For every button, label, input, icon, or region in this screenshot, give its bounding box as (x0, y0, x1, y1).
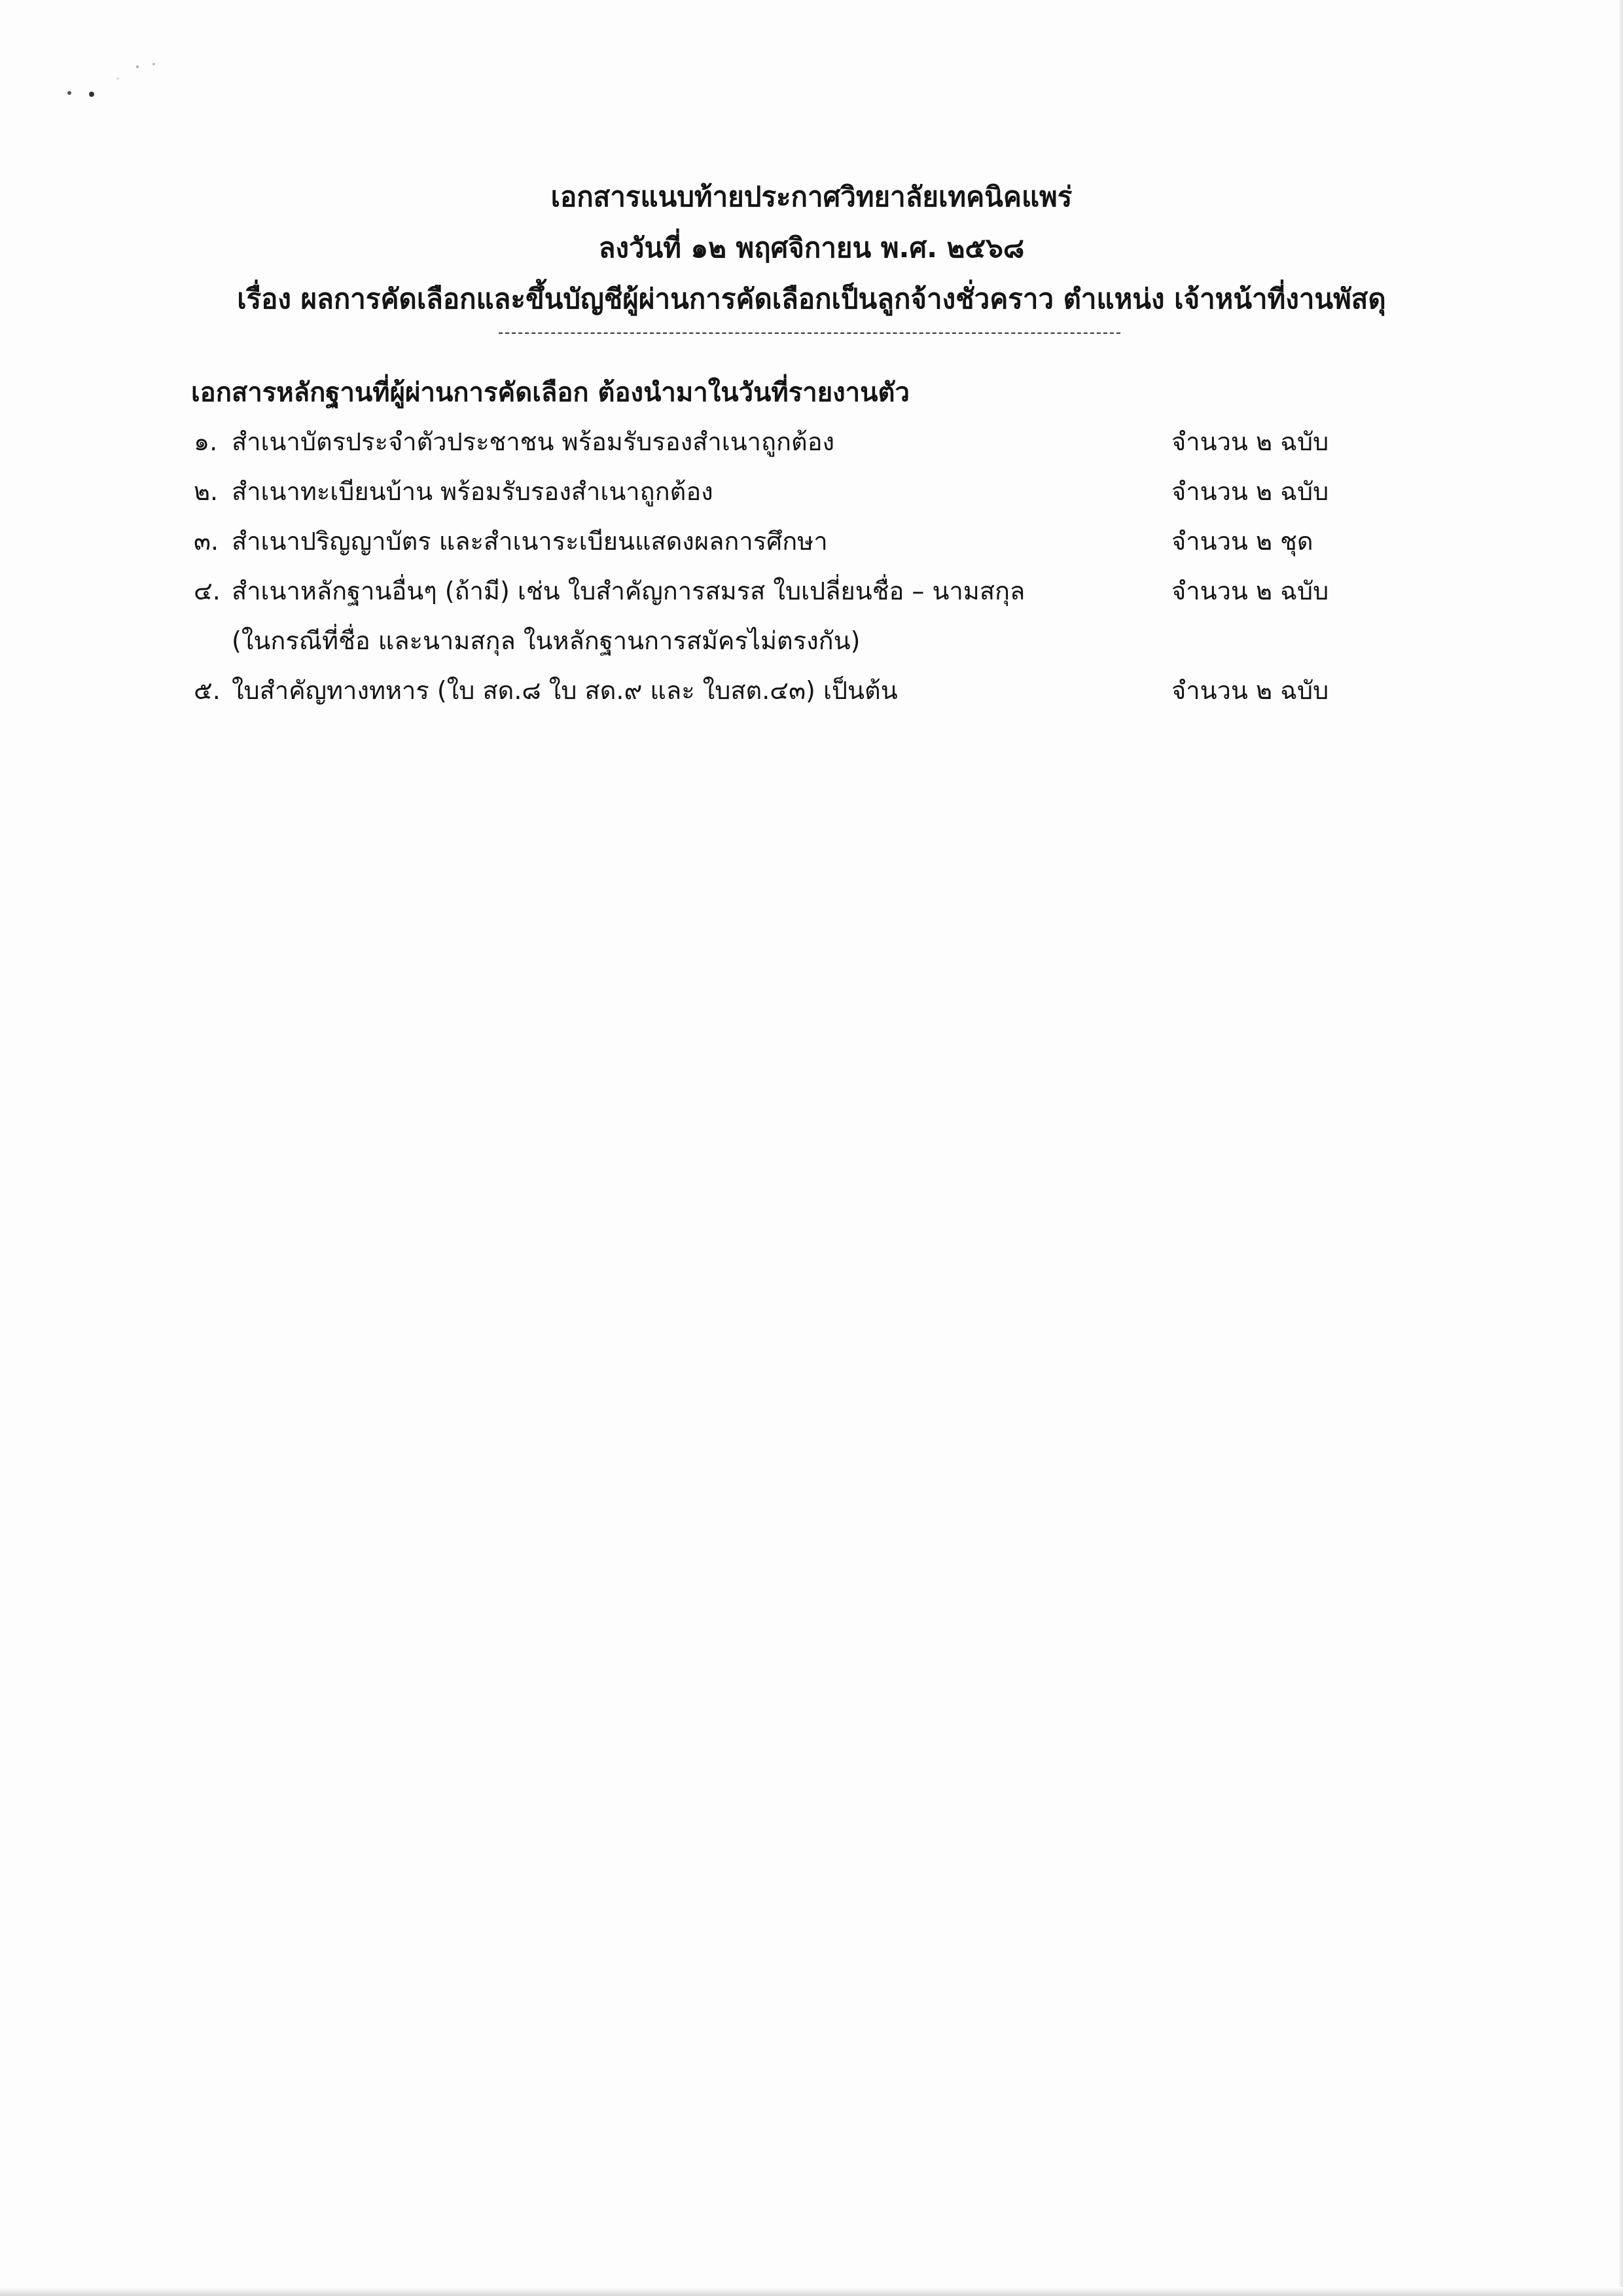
header-title: เอกสารแนบท้ายประกาศวิทยาลัยเทคนิคแพร่ (550, 181, 1073, 213)
section-heading: เอกสารหลักฐานที่ผู้ผ่านการคัดเลือก ต้องนำมาในวันที่รายงานตัว (191, 378, 910, 408)
list-item-4-continuation: (ในกรณีที่ชื่อ และนามสกุล ในหลักฐานการสมัครไม่ตรงกัน) (232, 626, 861, 655)
item-number: ๕. (194, 676, 221, 705)
item-text: สำเนาบัตรประจำตัวประชาชน พร้อมรับรองสำเนาถูกต้อง (232, 427, 835, 456)
item-quantity: จำนวน ๒ ฉบับ (1171, 477, 1329, 506)
scan-specks (39, 52, 170, 105)
scan-edge-right (1618, 0, 1623, 2296)
list-item-3 (194, 529, 1372, 568)
item-text: สำเนาปริญญาบัตร และสำเนาระเบียนแสดงผลการศึกษา (232, 527, 828, 556)
item-quantity: จำนวน ๒ ฉบับ (1171, 427, 1329, 456)
header-date: ลงวันที่ ๑๒ พฤศจิกายน พ.ศ. ๒๕๖๘ (598, 232, 1025, 264)
item-number: ๒. (194, 477, 219, 506)
list-item-4 (194, 579, 1372, 618)
item-number: ๑. (194, 427, 218, 456)
item-number: ๓. (194, 527, 219, 556)
scan-edge-bottom (0, 2287, 1623, 2296)
header-subject: เรื่อง ผลการคัดเลือกและขึ้นบัญชีผู้ผ่านการคัดเลือกเป็นลูกจ้างชั่วคราว ตำแหน่ง เจ้าหน้าที่งานพัสดุ (237, 283, 1386, 315)
item-text: ใบสำคัญทางทหาร (ใบ สด.๘ ใบ สด.๙ และ ใบสต.๔๓) เป็นต้น (232, 676, 898, 705)
item-number: ๔. (194, 577, 221, 605)
item-text: สำเนาทะเบียนบ้าน พร้อมรับรองสำเนาถูกต้อง (232, 477, 713, 506)
list-item-2 (194, 479, 1372, 518)
list-item-5 (194, 678, 1372, 717)
list-item-1 (194, 429, 1372, 469)
dashed-separator (499, 332, 1120, 334)
item-quantity: จำนวน ๒ ฉบับ (1171, 676, 1329, 705)
item-quantity: จำนวน ๒ ฉบับ (1171, 577, 1329, 605)
item-quantity: จำนวน ๒ ชุด (1171, 527, 1313, 556)
item-text: สำเนาหลักฐานอื่นๆ (ถ้ามี) เช่น ใบสำคัญการสมรส ใบเปลี่ยนชื่อ – นามสกุล (232, 577, 1026, 605)
